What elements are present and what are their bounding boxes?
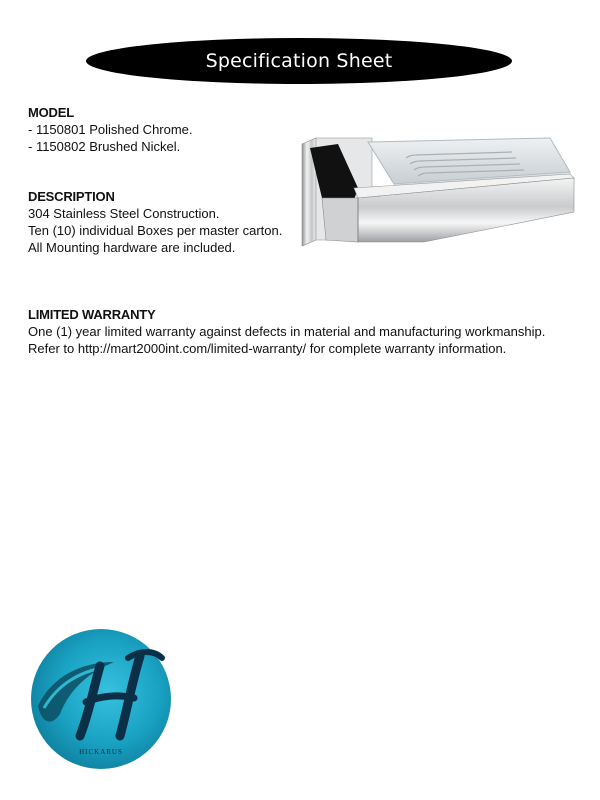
warranty-line: One (1) year limited warranty against defects in material and manufacturing workmanship. [28, 324, 546, 339]
description-line: 304 Stainless Steel Construction. [28, 206, 220, 221]
header-banner [86, 38, 512, 84]
warranty-section [28, 306, 545, 357]
soap-dish-icon [298, 118, 582, 258]
description-line: All Mounting hardware are included. [28, 240, 236, 255]
model-line: - 1150801 Polished Chrome. [28, 122, 193, 137]
description-section [28, 188, 282, 256]
model-section [28, 104, 193, 155]
model-line: - 1150802 Brushed Nickel. [28, 139, 181, 154]
description-heading: DESCRIPTION [28, 189, 115, 204]
description-line: Ten (10) individual Boxes per master carton. [28, 223, 283, 238]
model-heading: MODEL [28, 105, 74, 120]
brand-logo-icon [30, 628, 172, 770]
warranty-heading: LIMITED WARRANTY [28, 307, 156, 322]
warranty-line: Refer to http://mart2000int.com/limited-warranty/ for complete warranty information. [28, 341, 507, 356]
logo-wordmark: HICKARUS [79, 748, 123, 756]
page-title: Specification Sheet [205, 50, 393, 72]
